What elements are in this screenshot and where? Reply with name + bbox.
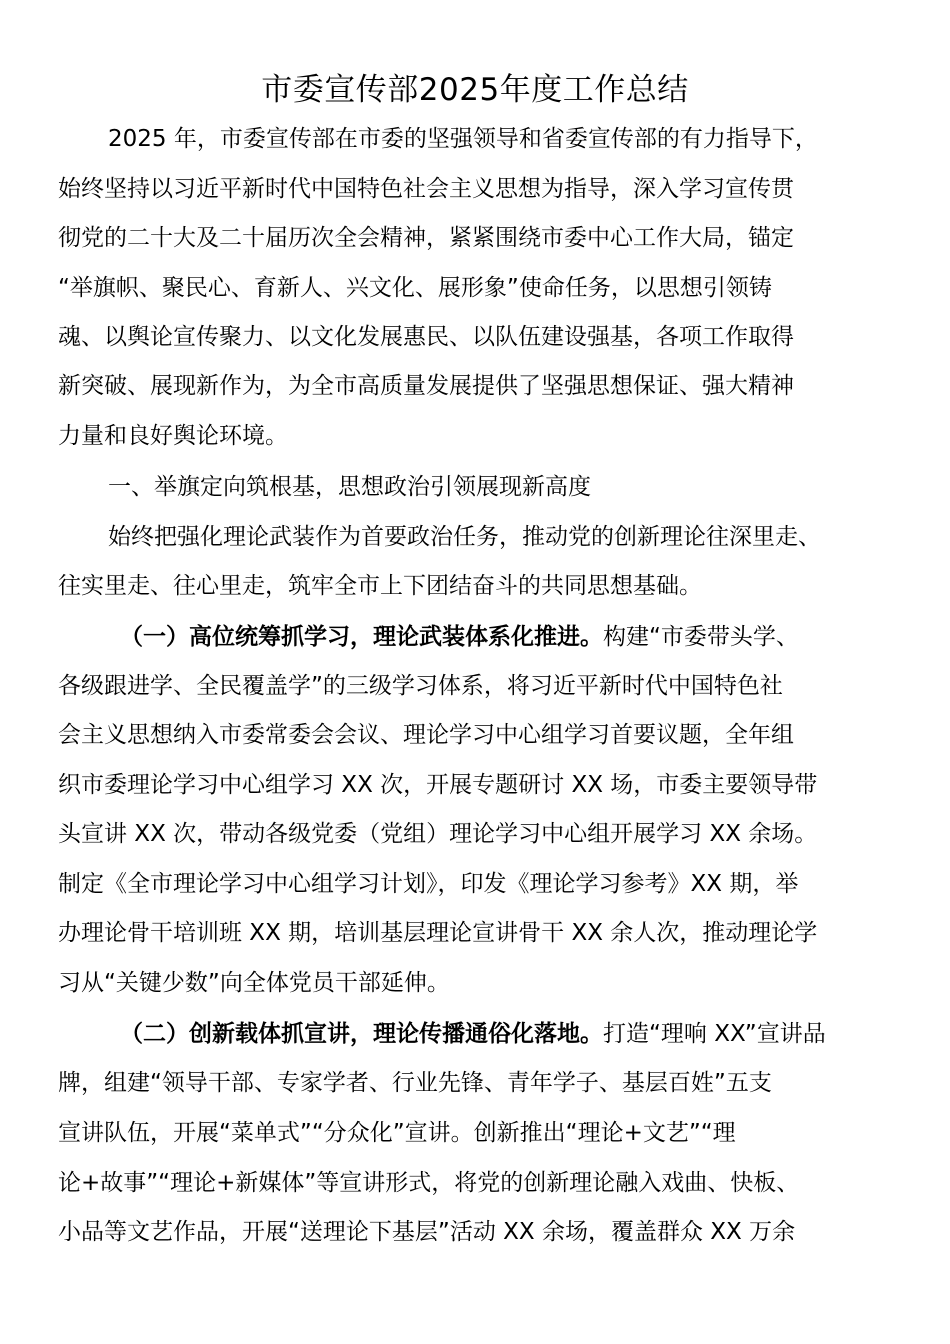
paragraph-line: 论+故事”“理论+新媒体”等宣讲形式，将党的创新理论融入戏曲、快板、 [58,1170,800,1196]
paragraph-line: 小品等文艺作品，开展“送理论下基层”活动 XX 余场，覆盖群众 XX 万余 [58,1219,796,1245]
paragraph-line: 习从“关键少数”向全体党员干部延伸。 [58,970,450,996]
document-title: 市委宣传部2025年度工作总结 [261,72,689,108]
paragraph-line: 头宣讲 XX 次，带动各级党委（党组）理论学习中心组开展学习 XX 余场。 [58,821,818,847]
paragraph-line: “举旗帜、聚民心、育新人、兴文化、展形象”使命任务，以思想引领铸 [58,275,772,301]
paragraph-line: 彻党的二十大及二十届历次全会精神，紧紧围绕市委中心工作大局，锚定 [58,225,794,251]
paragraph-line: 宣讲队伍，开展“菜单式”“分众化”宣讲。创新推出“理论+文艺”“理 [58,1120,736,1146]
paragraph-line: 魂、以舆论宣传聚力、以文化发展惠民、以队伍建设强基，各项工作取得 [58,324,794,350]
subsection-first-line [120,612,799,662]
subsection-text: 构建“市委带头学、 [603,624,799,650]
paragraph-line: 2025 年，市委宣传部在市委的坚强领导和省委宣传部的有力指导下， [108,126,818,152]
section-heading: 一、举旗定向筑根基，思想政治引领展现新高度 [108,474,591,500]
subsection-first-line [120,1009,826,1059]
subsection-heading: （二）创新载体抓宣讲，理论传播通俗化落地。 [120,1021,603,1047]
paragraph-line: 会主义思想纳入市委常委会会议、理论学习中心组学习首要议题，全年组 [58,722,794,748]
paragraph-line: 各级跟进学、全民覆盖学”的三级学习体系，将习近平新时代中国特色社 [58,673,783,699]
subsection-heading: （一）高位统筹抓学习，理论武装体系化推进。 [120,624,603,650]
paragraph-line: 织市委理论学习中心组学习 XX 次，开展专题研讨 XX 场，市委主要领导带 [58,772,818,798]
paragraph-line: 始终坚持以习近平新时代中国特色社会主义思想为指导，深入学习宣传贯 [58,176,794,202]
subsection-text: 打造“理响 XX”宣讲品 [603,1021,826,1047]
paragraph-line: 办理论骨干培训班 XX 期，培训基层理论宣讲骨干 XX 余人次，推动理论学 [58,920,818,946]
paragraph-line: 新突破、展现新作为，为全市高质量发展提供了坚强思想保证、强大精神 [58,373,794,399]
paragraph-line: 制定《全市理论学习中心组学习计划》，印发《理论学习参考》XX 期，举 [58,871,799,897]
paragraph-line: 牌，组建“领导干部、专家学者、行业先锋、青年学子、基层百姓”五支 [58,1070,772,1096]
paragraph-line: 往实里走、往心里走，筑牢全市上下团结奋斗的共同思想基础。 [58,573,702,599]
paragraph-line: 力量和良好舆论环境。 [58,423,288,449]
paragraph-line: 始终把强化理论武装作为首要政治任务，推动党的创新理论往深里走、 [108,524,821,550]
